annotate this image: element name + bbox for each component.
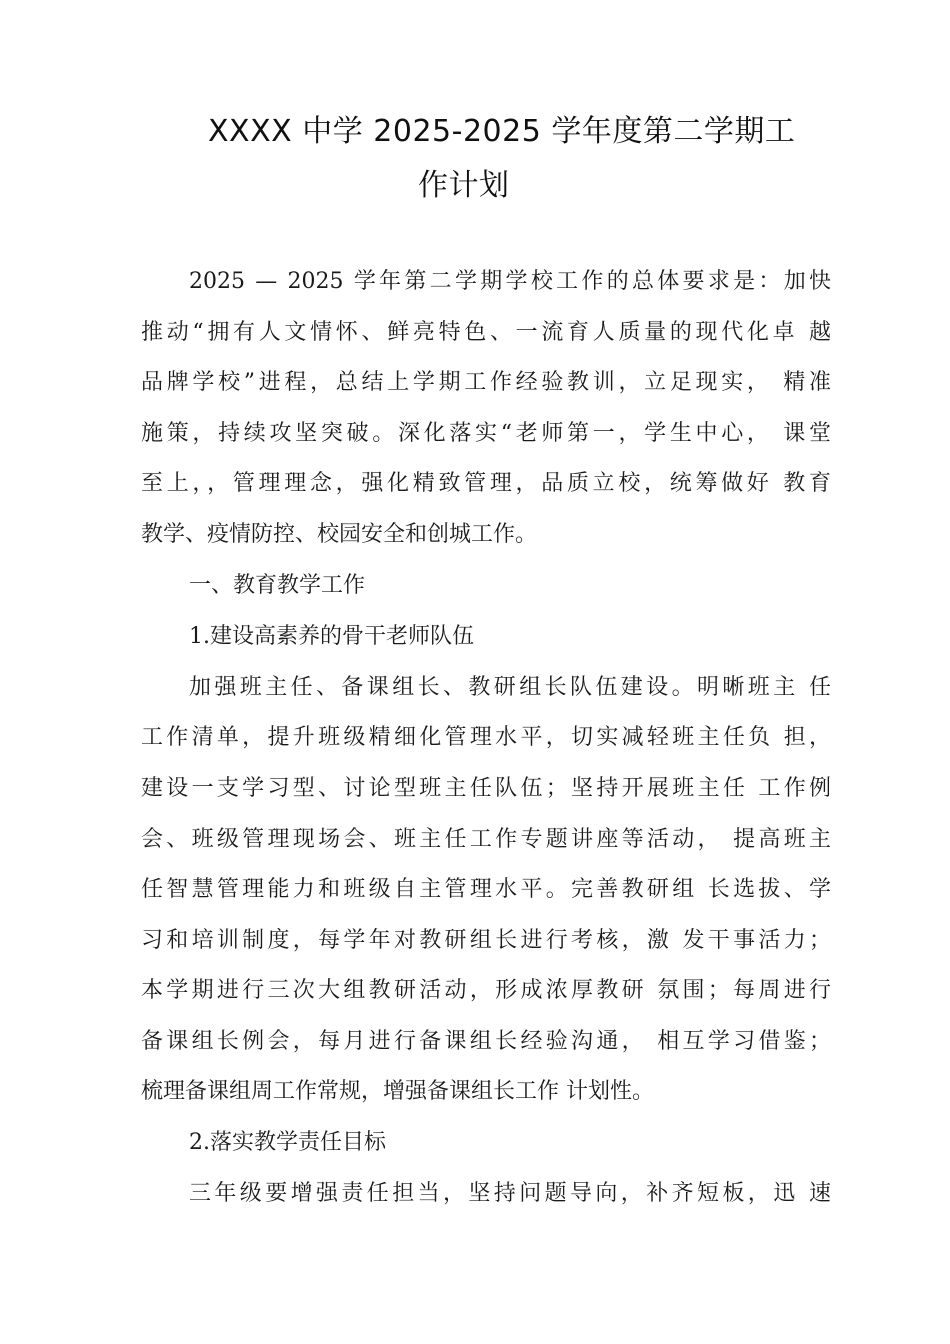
paragraph-line: 推动“拥有人文情怀、鲜亮特色、一流育人质量的现代化卓 越 — [141, 320, 831, 345]
paragraph-line: 教学、疫情防控、校园安全和创城工作。 — [141, 522, 538, 547]
paragraph-line: 2025 — 2025 学年第二学期学校工作的总体要求是：加快 — [189, 269, 831, 294]
paragraph-line: 任智慧管理能力和班级自主管理水平。完善教研组 长选拔、学 — [141, 877, 831, 902]
document-title-line-1: XXXX 中学 2025-2025 学年度第二学期工 — [208, 114, 796, 149]
paragraph-line: 工作清单，提升班级精细化管理水平，切实减轻班主任负 担， — [141, 725, 831, 750]
subsection-heading: 1.建设高素养的骨干老师队伍 — [189, 624, 474, 649]
section-heading: 一、教育教学工作 — [189, 573, 366, 598]
document-title-line-2: 作计划 — [418, 168, 510, 203]
paragraph-line: 三年级要增强责任担当，坚持问题导向，补齐短板，迅 速 — [189, 1181, 831, 1206]
paragraph-line: 习和培训制度，每学年对教研组长进行考核，激 发干事活力； — [141, 928, 831, 953]
paragraph-line: 会、班级管理现场会、班主任工作专题讲座等活动， 提高班主 — [141, 827, 831, 852]
paragraph-line: 施策，持续攻坚突破。深化落实“老师第一，学生中心， 课堂 — [141, 421, 831, 446]
subsection-heading: 2.落实教学责任目标 — [189, 1130, 386, 1155]
paragraph-line: 至上，，管理理念，强化精致管理，品质立校，统筹做好 教育 — [141, 471, 831, 496]
paragraph-line: 梳理备课组周工作常规，增强备课组长工作 计划性。 — [141, 1079, 654, 1104]
paragraph-line: 建设一支学习型、讨论型班主任队伍；坚持开展班主任 工作例 — [141, 776, 831, 801]
paragraph-line: 备课组长例会，每月进行备课组长经验沟通， 相互学习借鉴； — [141, 1029, 831, 1054]
paragraph-line: 加强班主任、备课组长、教研组长队伍建设。明晰班主 任 — [189, 675, 831, 700]
paragraph-line: 品牌学校”进程，总结上学期工作经验教训，立足现实， 精准 — [141, 370, 831, 395]
paragraph-line: 本学期进行三次大组教研活动，形成浓厚教研 氛围；每周进行 — [141, 978, 831, 1003]
